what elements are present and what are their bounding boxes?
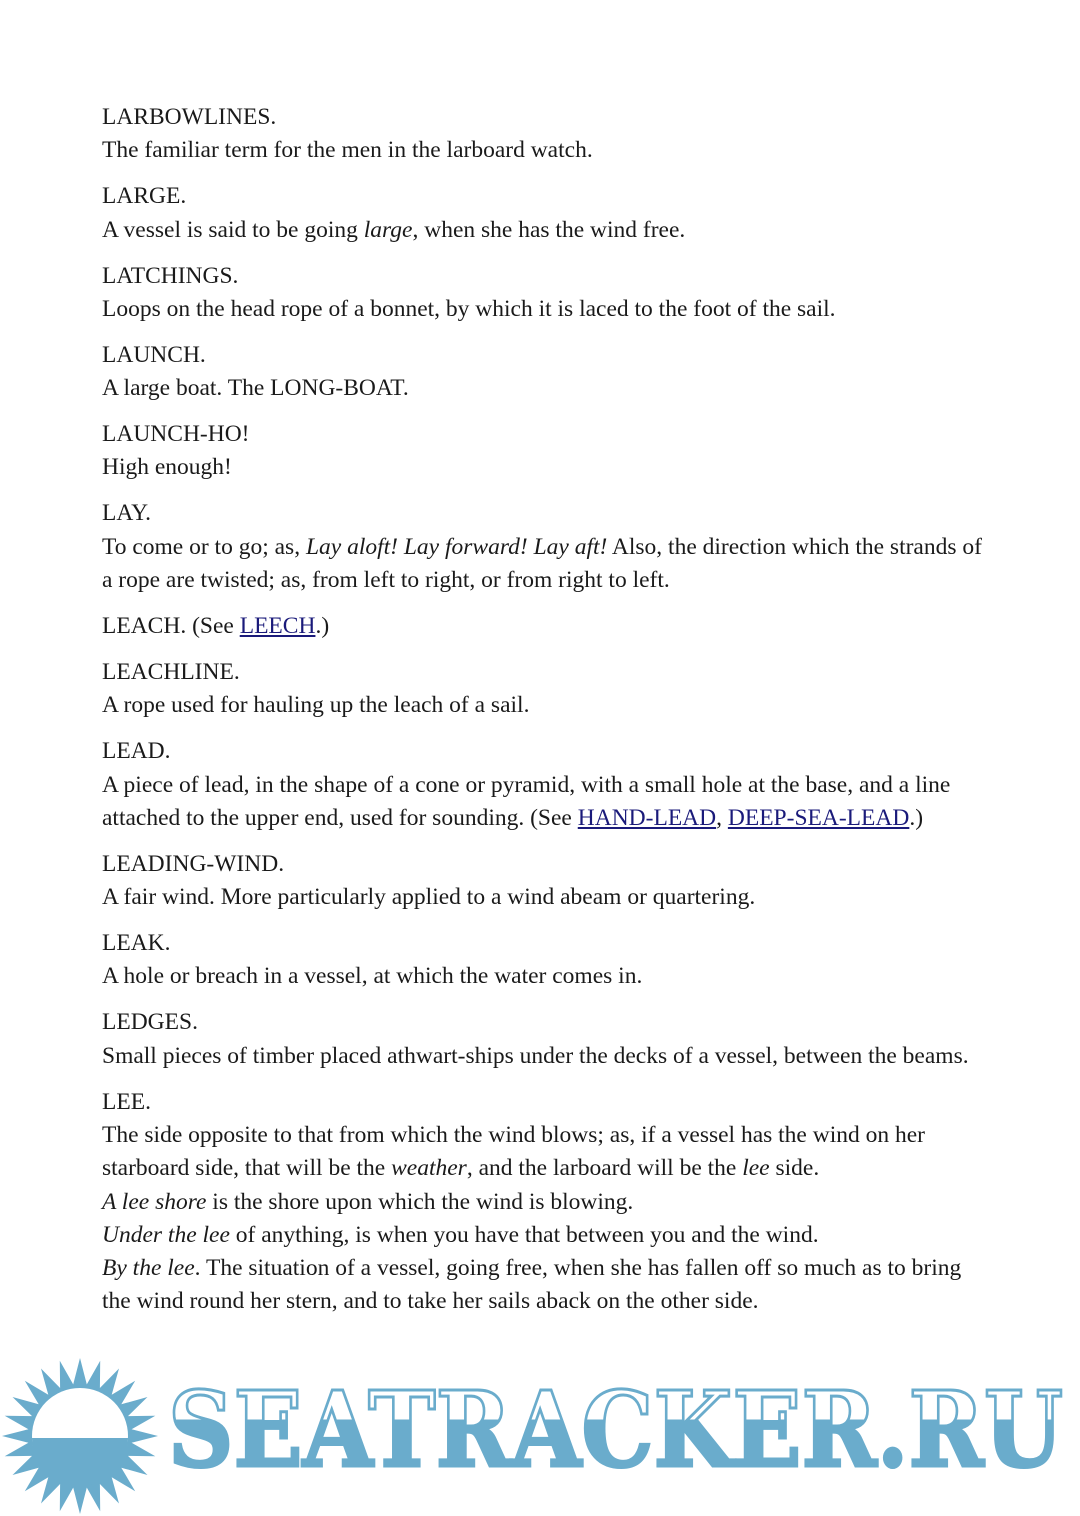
- entry-launch: [102, 339, 982, 406]
- entry-leachline: [102, 656, 982, 723]
- text-run: A large boat. The LONG-BOAT.: [102, 375, 409, 402]
- entry-definition: [102, 1252, 982, 1319]
- entry-term: LEDGES.: [102, 1009, 198, 1036]
- text-run: . The situation of a vessel, going free, when she has fallen off so much as to bring the wind round her stern, and to take her sails aback on the other side.: [102, 1255, 962, 1315]
- text-run: .): [315, 612, 330, 639]
- entry-lay: [102, 497, 982, 597]
- entry-term-line: [102, 848, 982, 881]
- entry-launch-ho: [102, 418, 982, 485]
- entry-term: LAUNCH.: [102, 341, 206, 368]
- text-run: , and the larboard will be the: [466, 1155, 743, 1182]
- link-hand-lead[interactable]: HAND-LEAD: [577, 804, 717, 831]
- glossary-content: [102, 101, 982, 1331]
- entry-term-line: [102, 1086, 982, 1119]
- italic-term: Under the lee: [102, 1221, 230, 1248]
- entry-definition: [102, 531, 982, 598]
- entry-definition: [102, 134, 982, 167]
- italic-term: lee: [742, 1155, 770, 1182]
- entry-leach: [102, 610, 982, 643]
- entry-definition: [102, 293, 982, 326]
- entry-large: [102, 180, 982, 247]
- italic-term: weather: [391, 1155, 467, 1182]
- entry-ledges: [102, 1006, 982, 1073]
- entry-lee: [102, 1086, 982, 1319]
- entry-term: LEAD.: [102, 738, 171, 765]
- entry-term-line: [102, 497, 982, 530]
- entry-term-line: [102, 339, 982, 372]
- entry-term: LATCHINGS.: [102, 262, 239, 289]
- entry-term: LAUNCH-HO!: [102, 421, 250, 448]
- watermark-text: [168, 1378, 1068, 1478]
- entry-latchings: [102, 260, 982, 327]
- entry-definition: [102, 769, 982, 836]
- entry-definition: [102, 451, 982, 484]
- link-deep-sea-lead[interactable]: DEEP-SEA-LEAD: [727, 804, 910, 831]
- sun-logo-icon: [0, 1356, 160, 1516]
- entry-term-line: [102, 260, 982, 293]
- italic-term: large: [363, 216, 413, 243]
- text-run: A vessel is said to be going: [102, 216, 364, 243]
- entry-definition: [102, 214, 982, 247]
- entry-definition: [102, 1040, 982, 1073]
- text-run: ,: [716, 804, 728, 831]
- svg-text:SEATRACKER.RU: SEATRACKER.RU: [168, 1378, 1063, 1478]
- italic-term: By the lee: [102, 1255, 195, 1282]
- entry-term-line: [102, 1006, 982, 1039]
- entry-definition: [102, 1219, 982, 1252]
- text-run: , when she has the wind free.: [412, 216, 686, 243]
- text-run: A rope used for hauling up the leach of a sail.: [102, 692, 530, 719]
- text-run: High enough!: [102, 454, 232, 481]
- text-run: The familiar term for the men in the larboard watch.: [102, 137, 593, 164]
- entry-term: LEADING-WIND.: [102, 850, 285, 877]
- entry-definition: [102, 1119, 982, 1186]
- text-run: A piece of lead, in the shape of a cone or pyramid, with a small hole at the base, and a line attached to the upper end, used for sounding. (See: [102, 771, 951, 831]
- entry-term-line: [102, 610, 982, 643]
- entry-term-line: [102, 656, 982, 689]
- entry-term-line: [102, 418, 982, 451]
- text-run: of anything, is when you have that between you and the wind.: [229, 1221, 819, 1248]
- italic-term: Lay aloft! Lay forward! Lay aft!: [305, 533, 608, 560]
- text-run: .): [909, 804, 924, 831]
- entry-term: LAY.: [102, 500, 151, 527]
- entry-term: LEACHLINE.: [102, 658, 240, 685]
- text-run: A hole or breach in a vessel, at which the water comes in.: [102, 963, 643, 990]
- text-run: To come or to go; as,: [102, 533, 306, 560]
- text-run: is the shore upon which the wind is blowing.: [206, 1188, 634, 1215]
- entry-term-line: [102, 180, 982, 213]
- italic-term: A lee shore: [102, 1188, 207, 1215]
- entry-term: LEACH.: [102, 612, 187, 639]
- entry-definition: [102, 372, 982, 405]
- entry-definition: [102, 881, 982, 914]
- entry-term-line: [102, 101, 982, 134]
- entry-term-line: [102, 927, 982, 960]
- entry-leading-wind: [102, 848, 982, 915]
- text-run: The side opposite to that from which the wind blows; as, if a vessel has the wind on her starboard side, that will be the: [102, 1121, 925, 1182]
- entry-term-line: [102, 735, 982, 768]
- text-run: (See: [186, 612, 240, 639]
- entry-definition: [102, 960, 982, 993]
- entry-lead: [102, 735, 982, 835]
- text-run: Small pieces of timber placed athwart-ships under the decks of a vessel, between the beams.: [102, 1042, 969, 1069]
- entry-larbowlines: [102, 101, 982, 168]
- entry-definition: [102, 689, 982, 722]
- entry-term: LARBOWLINES.: [102, 104, 277, 130]
- entry-term: LEAK.: [102, 930, 171, 957]
- link-leech[interactable]: LEECH: [239, 612, 316, 639]
- text-run: Also, the direction which the strands of a rope are twisted; as, from left to right, or from right to left.: [102, 533, 982, 593]
- entry-term: LARGE.: [102, 183, 187, 210]
- entry-leak: [102, 927, 982, 994]
- text-run: A fair wind. More particularly applied to a wind abeam or quartering.: [102, 884, 756, 911]
- entry-term: LEE.: [102, 1088, 151, 1115]
- text-run: Loops on the head rope of a bonnet, by which it is laced to the foot of the sail.: [102, 295, 836, 322]
- watermark: [0, 1352, 1080, 1515]
- entry-definition: [102, 1186, 982, 1219]
- text-run: side.: [769, 1155, 820, 1182]
